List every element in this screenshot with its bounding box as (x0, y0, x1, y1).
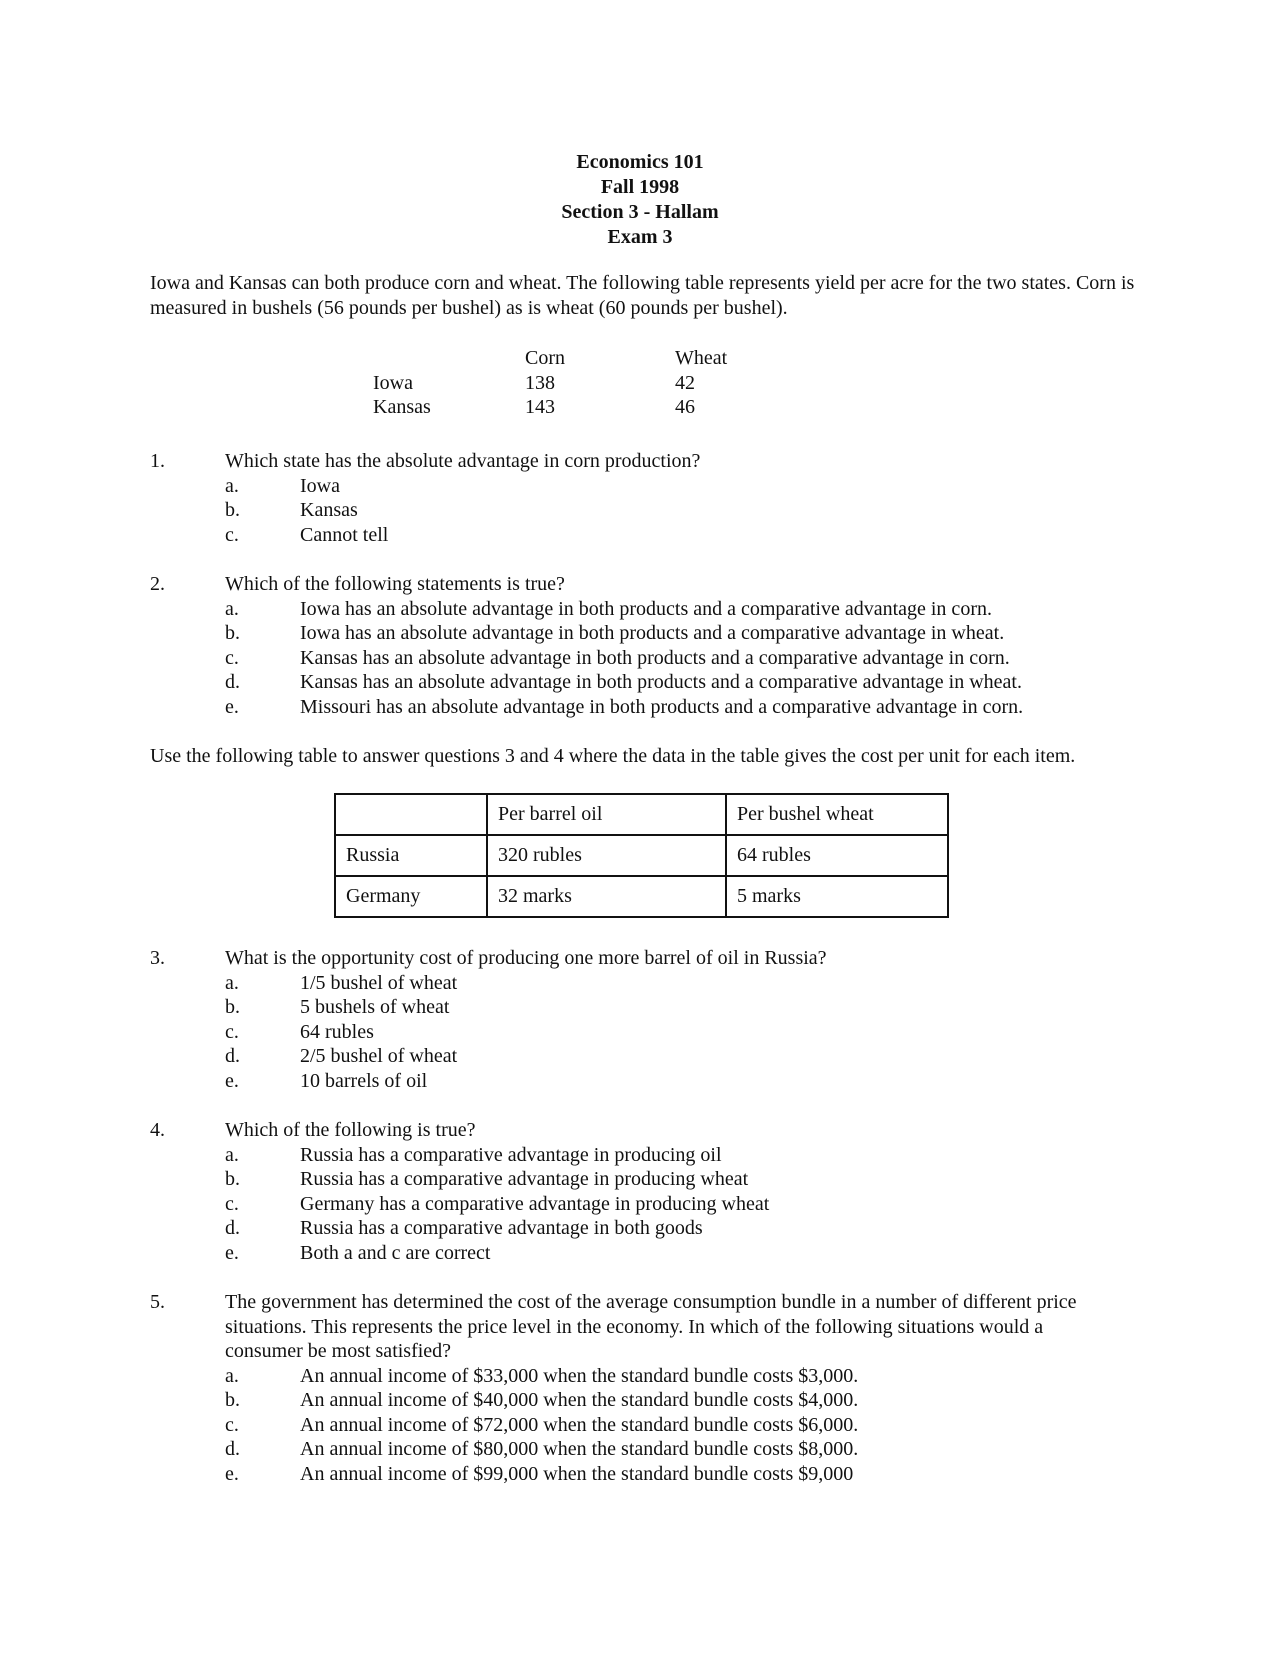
option-letter: c. (225, 646, 239, 669)
question-stem: Which of the following is true? (225, 1119, 476, 1141)
option-letter: d. (225, 1217, 240, 1239)
answer-option (150, 523, 1150, 548)
question-stem: Which state has the absolute advantage in corn production? (225, 450, 701, 472)
question-number: 4. (150, 1119, 165, 1141)
section: Section 3 - Hallam (561, 201, 719, 223)
course-title: Economics 101 (576, 151, 704, 173)
exam-header (0, 150, 1280, 250)
cost-oil: 32 marks (487, 876, 726, 917)
answer-option (150, 1044, 1150, 1069)
cost-wheat: 64 rubles (726, 835, 948, 876)
option-text: Iowa has an absolute advantage in both products and a comparative advantage in corn. (300, 597, 992, 620)
yield-wheat: 46 (675, 396, 695, 418)
option-letter: a. (225, 474, 239, 497)
yield-state: Kansas (373, 396, 431, 418)
yield-table-header-row (373, 346, 773, 371)
question-4 (150, 1118, 1150, 1265)
option-letter: c. (225, 523, 239, 546)
answer-option (150, 1020, 1150, 1045)
option-letter: b. (225, 1389, 240, 1411)
cost-header-oil: Per barrel oil (487, 794, 726, 835)
question-stem: What is the opportunity cost of producing one more barrel of oil in Russia? (225, 947, 827, 969)
option-letter: b. (225, 996, 240, 1018)
yield-wheat: 42 (675, 371, 695, 394)
option-text: Russia has a comparative advantage in both goods (300, 1217, 703, 1239)
option-text: Kansas has an absolute advantage in both products and a comparative advantage in corn. (300, 646, 1010, 669)
cost-table-header-row (335, 794, 948, 835)
option-text: Missouri has an absolute advantage in both products and a comparative advantage in corn. (300, 695, 1024, 718)
yield-header-wheat: Wheat (675, 347, 728, 369)
option-text: Kansas (300, 499, 358, 521)
option-letter: d. (225, 1438, 240, 1460)
option-letter: a. (225, 1364, 239, 1387)
answer-option (150, 1437, 1150, 1462)
cost-header-wheat: Per bushel wheat (726, 794, 948, 835)
table-row (373, 371, 773, 396)
answer-option (150, 1192, 1150, 1217)
question-5 (150, 1290, 1150, 1486)
question-number: 2. (150, 573, 165, 595)
option-text: An annual income of $99,000 when the standard bundle costs $9,000 (300, 1462, 854, 1485)
cost-table (334, 793, 949, 918)
question-3 (150, 946, 1150, 1093)
table-row (335, 835, 948, 876)
option-text: 10 barrels of oil (300, 1069, 428, 1092)
answer-option (150, 1241, 1150, 1266)
option-letter: a. (225, 597, 239, 620)
option-letter: e. (225, 695, 239, 718)
question-1 (150, 449, 1150, 547)
answer-option (150, 1413, 1150, 1438)
answer-option (150, 971, 1150, 996)
yield-corn: 143 (525, 396, 555, 418)
answer-option (150, 1216, 1150, 1241)
option-text: An annual income of $72,000 when the standard bundle costs $6,000. (300, 1413, 859, 1436)
question-number: 3. (150, 947, 165, 969)
option-text: Both a and c are correct (300, 1241, 491, 1264)
answer-option (150, 1069, 1150, 1094)
question-stem: The government has determined the cost of the average consumption bundle in a number of different price situations. This represents the price level in the economy. In which of the following situations would a consumer be most satisfied? (225, 1291, 1077, 1362)
option-letter: e. (225, 1241, 239, 1264)
option-text: Cannot tell (300, 523, 389, 546)
option-letter: a. (225, 1143, 239, 1166)
option-text: Kansas has an absolute advantage in both products and a comparative advantage in wheat. (300, 671, 1022, 693)
option-text: 64 rubles (300, 1020, 374, 1043)
answer-option (150, 1364, 1150, 1389)
question-number: 5. (150, 1291, 165, 1313)
question-number: 1. (150, 450, 165, 472)
option-letter: d. (225, 1045, 240, 1067)
option-letter: b. (225, 499, 240, 521)
option-text: Russia has a comparative advantage in producing oil (300, 1143, 722, 1166)
question-stem: Which of the following statements is true? (225, 573, 565, 595)
exam-title: Exam 3 (607, 226, 673, 248)
cost-wheat: 5 marks (726, 876, 948, 917)
option-text: 1/5 bushel of wheat (300, 971, 458, 994)
term: Fall 1998 (600, 176, 680, 198)
option-letter: c. (225, 1020, 239, 1043)
yield-header-corn: Corn (525, 347, 565, 369)
answer-option (150, 646, 1150, 671)
option-letter: c. (225, 1413, 239, 1436)
option-text: An annual income of $33,000 when the standard bundle costs $3,000. (300, 1364, 859, 1387)
cost-oil: 320 rubles (487, 835, 726, 876)
answer-option (150, 474, 1150, 499)
cost-header-blank (335, 794, 487, 835)
option-text: 5 bushels of wheat (300, 996, 450, 1018)
answer-option (150, 498, 1150, 523)
cost-country: Russia (335, 835, 487, 876)
option-text: An annual income of $80,000 when the standard bundle costs $8,000. (300, 1438, 859, 1460)
option-text: Russia has a comparative advantage in producing wheat (300, 1168, 749, 1190)
answer-option (150, 1388, 1150, 1413)
answer-option (150, 1167, 1150, 1192)
table-row (335, 876, 948, 917)
answer-option (150, 695, 1150, 720)
answer-option (150, 1462, 1150, 1487)
answer-option (150, 1143, 1150, 1168)
cost-table-intro: Use the following table to answer questions 3 and 4 where the data in the table gives the cost per unit for each item. (150, 745, 1076, 767)
question-2 (150, 572, 1150, 719)
option-letter: c. (225, 1192, 239, 1215)
answer-option (150, 597, 1150, 622)
option-letter: e. (225, 1462, 239, 1485)
yield-state: Iowa (373, 371, 413, 394)
option-text: Iowa has an absolute advantage in both products and a comparative advantage in wheat. (300, 622, 1005, 644)
answer-option (150, 621, 1150, 646)
yield-table (373, 346, 773, 420)
yield-corn: 138 (525, 371, 555, 394)
option-letter: a. (225, 971, 239, 994)
table-row (373, 395, 773, 420)
answer-option (150, 670, 1150, 695)
option-text: An annual income of $40,000 when the standard bundle costs $4,000. (300, 1389, 859, 1411)
answer-option (150, 995, 1150, 1020)
option-text: 2/5 bushel of wheat (300, 1045, 458, 1067)
option-letter: e. (225, 1069, 239, 1092)
option-text: Iowa (300, 474, 340, 497)
intro-paragraph: Iowa and Kansas can both produce corn and wheat. The following table represents yield per acre for the two states. Corn is measured in bushels (56 pounds per bushel) as is wheat (60 pounds per bushel). (150, 272, 1135, 319)
cost-country: Germany (335, 876, 487, 917)
option-letter: b. (225, 1168, 240, 1190)
option-text: Germany has a comparative advantage in producing wheat (300, 1192, 770, 1215)
option-letter: b. (225, 622, 240, 644)
option-letter: d. (225, 671, 240, 693)
